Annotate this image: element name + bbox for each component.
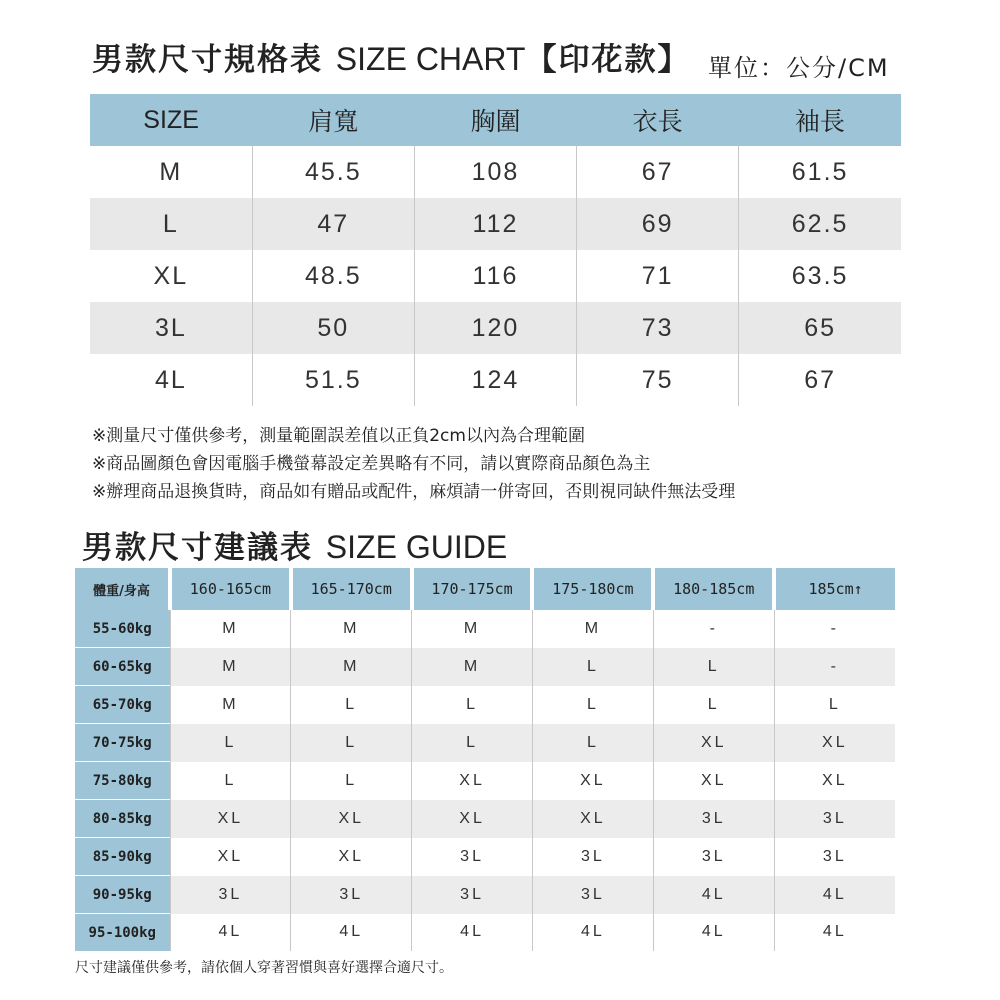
size-chart-row xyxy=(90,198,901,250)
size-chart-value-cell: 71 xyxy=(577,250,739,302)
size-chart-header-row xyxy=(90,94,901,146)
size-chart-size-cell: M xyxy=(159,157,183,186)
size-guide-size-cell: M xyxy=(170,610,291,648)
size-guide-note: 尺寸建議僅供參考，請依個人穿著習慣與喜好選擇合適尺寸。 xyxy=(75,960,453,976)
size-guide-size-cell: XL xyxy=(532,800,653,838)
size-chart-value-cell: 108 xyxy=(414,146,576,198)
size-guide-title xyxy=(82,522,507,567)
size-chart-title xyxy=(92,34,690,79)
size-guide-size-cell: L xyxy=(291,686,412,724)
size-guide-size-cell: L xyxy=(291,724,412,762)
size-chart-value-cell: 47 xyxy=(252,198,414,250)
size-guide-size-cell: 4L xyxy=(774,876,895,914)
size-guide-size-cell: - xyxy=(774,648,895,686)
size-guide-corner-cell: 體重/身高 xyxy=(75,568,170,610)
size-guide-size-cell: M xyxy=(412,648,533,686)
size-guide-weight-cell: 65-70kg xyxy=(75,686,170,724)
size-guide-size-cell: 3L xyxy=(291,876,412,914)
size-guide-size-cell: M xyxy=(532,610,653,648)
size-guide-size-cell: 3L xyxy=(412,838,533,876)
size-guide-header-row xyxy=(75,568,895,610)
size-guide-size-cell: XL xyxy=(291,838,412,876)
size-guide-size-cell: XL xyxy=(653,724,774,762)
note-color: ※商品圖顏色會因電腦手機螢幕設定差異略有不同，請以實際商品顏色為主 xyxy=(92,454,651,474)
size-chart-value-cell: 67 xyxy=(577,146,739,198)
size-chart-header-cell: 袖長 xyxy=(739,94,901,146)
size-chart-title-cn: 男款尺寸規格表 xyxy=(92,42,323,78)
size-guide-height-header: 185cm↑ xyxy=(774,568,895,610)
size-guide-size-cell: 4L xyxy=(291,914,412,952)
size-guide-table xyxy=(75,568,895,951)
size-guide-size-cell: L xyxy=(170,762,291,800)
size-guide-row xyxy=(75,914,895,952)
size-guide-size-cell: XL xyxy=(774,724,895,762)
size-guide-size-cell: L xyxy=(774,686,895,724)
size-guide-size-cell: L xyxy=(412,724,533,762)
size-chart-value-cell: 120 xyxy=(414,302,576,354)
size-guide-height-header: 170-175cm xyxy=(412,568,533,610)
size-guide-size-cell: 3L xyxy=(170,876,291,914)
size-chart-header-cell: 胸圍 xyxy=(414,94,576,146)
size-guide-size-cell: L xyxy=(653,686,774,724)
size-chart-size-cell: 3L xyxy=(90,302,252,354)
size-guide-size-cell: XL xyxy=(532,762,653,800)
size-chart-size-cell: 4L xyxy=(154,365,187,394)
note-return: ※辦理商品退換貨時，商品如有贈品或配件，麻煩請一併寄回，否則視同缺件無法受理 xyxy=(92,482,736,502)
size-guide-size-cell: - xyxy=(653,610,774,648)
size-chart-row xyxy=(90,354,901,406)
size-chart-row xyxy=(90,250,901,302)
size-chart-header-cell: SIZE xyxy=(90,94,252,146)
size-guide-size-cell: M xyxy=(291,610,412,648)
size-guide-size-cell: M xyxy=(170,686,291,724)
size-guide-height-header: 160-165cm xyxy=(170,568,291,610)
size-guide-size-cell: M xyxy=(412,610,533,648)
size-chart-table xyxy=(90,94,901,406)
size-chart-value-cell: 73 xyxy=(577,302,739,354)
size-guide-size-cell: 3L xyxy=(412,876,533,914)
size-guide-weight-cell: 85-90kg xyxy=(75,838,170,876)
size-guide-size-cell: L xyxy=(170,724,291,762)
size-chart-value-cell: 69 xyxy=(577,198,739,250)
note-measurement: ※測量尺寸僅供參考，測量範圍誤差值以正負2cm以內為合理範圍 xyxy=(92,426,585,446)
size-chart-value-cell: 45.5 xyxy=(252,146,414,198)
size-guide-size-cell: M xyxy=(291,648,412,686)
size-chart-title-variant: 【印花款】 xyxy=(525,42,691,78)
size-guide-row xyxy=(75,800,895,838)
size-guide-size-cell: M xyxy=(170,648,291,686)
size-guide-size-cell: 4L xyxy=(774,914,895,952)
size-guide-size-cell: XL xyxy=(170,800,291,838)
size-guide-size-cell: L xyxy=(653,648,774,686)
size-chart-row xyxy=(90,302,901,354)
size-guide-height-header: 180-185cm xyxy=(653,568,774,610)
size-guide-size-cell: 4L xyxy=(653,876,774,914)
size-guide-weight-cell: 70-75kg xyxy=(75,724,170,762)
size-guide-size-cell: 3L xyxy=(774,838,895,876)
size-guide-title-cn: 男款尺寸建議表 xyxy=(82,530,313,566)
size-guide-size-cell: 4L xyxy=(412,914,533,952)
size-guide-weight-cell: 90-95kg xyxy=(75,876,170,914)
size-chart-value-cell: 116 xyxy=(414,250,576,302)
size-guide-row xyxy=(75,838,895,876)
size-chart-value-cell: 62.5 xyxy=(739,198,901,250)
size-guide-size-cell: 3L xyxy=(774,800,895,838)
size-guide-size-cell: L xyxy=(532,648,653,686)
size-guide-size-cell: XL xyxy=(170,838,291,876)
size-chart-value-cell: 75 xyxy=(577,354,739,406)
size-guide-weight-cell: 60-65kg xyxy=(75,648,170,686)
size-chart-value-cell: 67 xyxy=(739,354,901,406)
size-chart-value-cell: 61.5 xyxy=(739,146,901,198)
size-guide-size-cell: XL xyxy=(412,762,533,800)
size-guide-size-cell: XL xyxy=(291,800,412,838)
size-guide-row xyxy=(75,762,895,800)
size-guide-size-cell: L xyxy=(291,762,412,800)
size-guide-size-cell: 3L xyxy=(653,800,774,838)
size-guide-row xyxy=(75,724,895,762)
size-guide-size-cell: XL xyxy=(653,762,774,800)
size-chart-size-cell: XL xyxy=(153,261,189,290)
size-guide-size-cell: L xyxy=(532,686,653,724)
size-chart-header-cell: 衣長 xyxy=(577,94,739,146)
size-guide-size-cell: L xyxy=(532,724,653,762)
size-guide-size-cell: 4L xyxy=(653,914,774,952)
size-chart-value-cell: 124 xyxy=(414,354,576,406)
size-guide-row xyxy=(75,648,895,686)
size-guide-size-cell: XL xyxy=(412,800,533,838)
size-guide-weight-cell: 95-100kg xyxy=(75,914,170,952)
size-guide-row xyxy=(75,686,895,724)
size-chart-header-cell: 肩寬 xyxy=(252,94,414,146)
size-chart-value-cell: 50 xyxy=(252,302,414,354)
size-guide-size-cell: - xyxy=(774,610,895,648)
size-guide-size-cell: 3L xyxy=(532,838,653,876)
size-guide-weight-cell: 75-80kg xyxy=(75,762,170,800)
size-guide-weight-cell: 80-85kg xyxy=(75,800,170,838)
size-chart-value-cell: 51.5 xyxy=(252,354,414,406)
size-chart-value-cell: 65 xyxy=(739,302,901,354)
size-guide-size-cell: XL xyxy=(774,762,895,800)
size-guide-size-cell: 4L xyxy=(170,914,291,952)
size-chart-value-cell: 112 xyxy=(414,198,576,250)
size-guide-weight-cell: 55-60kg xyxy=(75,610,170,648)
size-guide-size-cell: 4L xyxy=(532,914,653,952)
size-guide-row xyxy=(75,876,895,914)
size-guide-title-en: SIZE GUIDE xyxy=(325,529,508,565)
size-chart-row xyxy=(90,146,901,198)
size-guide-size-cell: 3L xyxy=(653,838,774,876)
size-guide-size-cell: L xyxy=(412,686,533,724)
size-chart-value-cell: 48.5 xyxy=(252,250,414,302)
size-chart-size-cell: L xyxy=(90,198,252,250)
size-chart-unit: 單位：公分/CM xyxy=(708,54,890,82)
size-chart-value-cell: 63.5 xyxy=(739,250,901,302)
size-guide-height-header: 175-180cm xyxy=(532,568,653,610)
size-chart-title-en: SIZE CHART xyxy=(335,41,526,77)
size-guide-size-cell: 3L xyxy=(532,876,653,914)
size-guide-row xyxy=(75,610,895,648)
size-guide-height-header: 165-170cm xyxy=(291,568,412,610)
